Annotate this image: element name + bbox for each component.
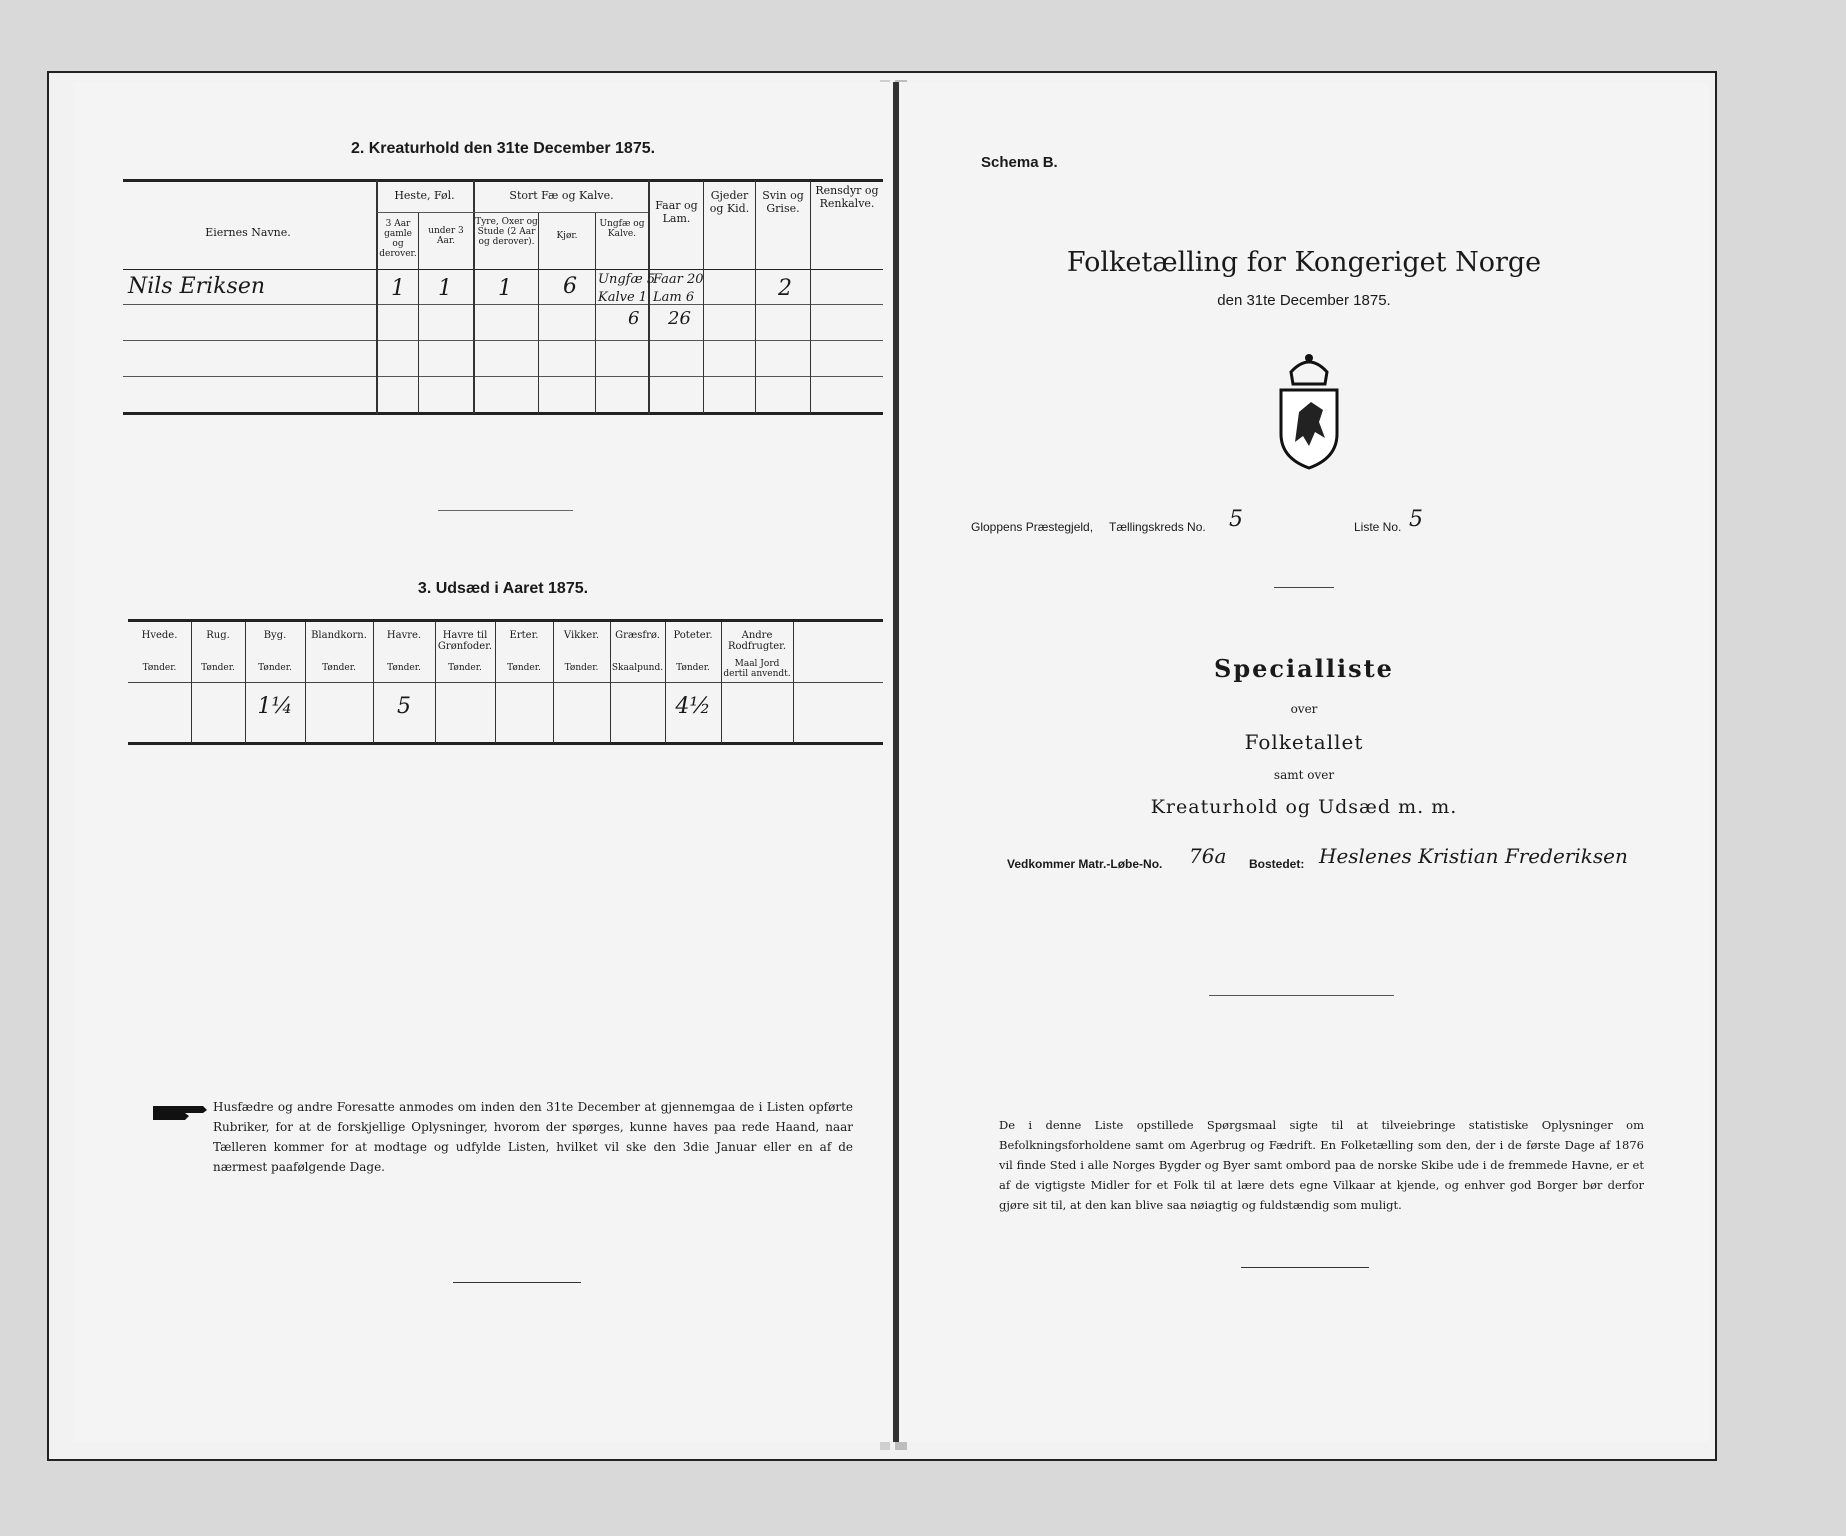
seed-table-header-rule <box>128 682 883 683</box>
col-divider <box>473 180 475 414</box>
seed-header-unit: Tønder. <box>201 663 235 673</box>
col-divider <box>376 180 378 414</box>
notice-text: Husfædre og andre Foresatte anmodes om inden den 31te December at gjennemgaa de i Listen opførte Rubriker, for at de forskjellige Oplysninger, hvorom der spørges, kunne haves paa rede Haand, naar Tælleren kommer for at modtage og udfylde Listen, hvilket vil ske den 3die Januar eller en af de nærmest paafølgende Dage. <box>213 1100 853 1174</box>
header-horses: Heste, Føl. <box>394 189 455 202</box>
cattle-c-total: 6 <box>628 308 640 329</box>
left-page <box>73 82 896 1442</box>
seed-header-name: Græsfrø. <box>615 630 660 641</box>
cattle-b-value: 6 <box>563 274 577 299</box>
seed-header-name: Havre. <box>386 630 422 641</box>
seed-header-name: Erter. <box>509 630 539 641</box>
pointing-hand-icon <box>151 1100 209 1126</box>
table-row-rule <box>123 304 883 305</box>
right-page <box>896 82 1709 1442</box>
seed-header-name: Poteter. <box>673 630 713 641</box>
schema-label: Schema B. <box>981 154 1058 171</box>
col-divider <box>595 212 596 414</box>
seed-header-name: Havre til Grønfoder. <box>437 630 493 652</box>
footnote-text: De i denne Liste opstillede Spørgsmaal sigte til at tilveiebringe statistiske Oplysninger om Befolkningsforholdene samt om Agerbrug og Fædrift. En Folketælling som den, der i de første Dage af 1876 vil finde Sted i alle Norges Bygder og Byer samt ombord paa de norske Skibe ude i de fremmede Havne, er et af de vigtigste Midler for et Folk til at lære dets egne Vilkaar at kjende, og enhver god Borger bør derfor gjøre sit til, at den kan blive saa nøiagtig og fuldstændig som muligt. <box>999 1118 1644 1212</box>
cattle-c-line1: Ungfæ 5 <box>598 272 656 287</box>
header-sheep: Faar og Lam. <box>655 199 698 225</box>
header-horses-a: 3 Aar gamle og derover. <box>379 219 417 259</box>
seed-header-unit: Tønder. <box>258 663 292 673</box>
col-divider <box>538 212 539 414</box>
horses-b-value: 1 <box>438 276 452 301</box>
seed-header-name: Byg. <box>263 630 287 641</box>
parish-label: Gloppens Præstegjeld, <box>971 520 1094 534</box>
samt-over-text: samt over <box>1273 768 1335 782</box>
sheep-line1: Faar 20 <box>653 272 704 287</box>
header-reindeer: Rensdyr og Renkalve. <box>815 184 879 210</box>
matr-label: Vedkommer Matr.-Løbe-No. <box>1007 857 1163 871</box>
header-cattle-b: Kjør. <box>556 231 578 241</box>
seed-section-title: 3. Udsæd i Aaret 1875. <box>417 580 589 597</box>
header-pigs: Svin og Grise. <box>762 189 804 215</box>
seed-header-unit: Maal Jord dertil anvendt. <box>723 659 791 679</box>
bosted-label: Bostedet: <box>1249 857 1305 871</box>
header-goats: Gjeder og Kid. <box>709 189 750 215</box>
district-value: 5 <box>1229 507 1243 532</box>
seed-value: 4½ <box>675 694 711 719</box>
list-value: 5 <box>1409 507 1423 532</box>
seed-header-name: Rug. <box>206 630 230 641</box>
matr-value: 76a <box>1189 844 1227 868</box>
seed-table-top <box>128 619 883 622</box>
divider-rule <box>438 510 573 511</box>
census-date: den 31te December 1875. <box>1217 292 1391 309</box>
seed-header-name: Hvede. <box>141 630 178 641</box>
seed-col-divider <box>793 622 794 743</box>
divider-rule <box>1274 587 1334 588</box>
kreaturhold-heading: Kreaturhold og Udsæd m. m. <box>1150 796 1458 818</box>
table-row-rule <box>123 376 883 377</box>
horses-a-value: 1 <box>391 276 405 301</box>
specialliste-heading: Specialliste <box>1214 654 1394 683</box>
over-text: over <box>1290 702 1318 716</box>
divider-rule <box>453 1282 581 1283</box>
cattle-c-line2: Kalve 1 <box>598 290 648 305</box>
district-label: Tællingskreds No. <box>1109 520 1206 534</box>
seed-header-unit: Tønder. <box>564 663 599 673</box>
seed-header-unit: Tønder. <box>507 663 541 673</box>
seed-header-unit: Tønder. <box>448 663 482 673</box>
seed-value: 5 <box>397 694 411 719</box>
sheep-total: 26 <box>668 308 691 329</box>
seed-header-name: Blandkorn. <box>311 630 367 641</box>
folketallet-heading: Folketallet <box>1244 730 1364 754</box>
header-cattle: Stort Fæ og Kalve. <box>509 189 614 202</box>
seed-header-unit: Tønder. <box>142 663 177 673</box>
seed-header-unit: Tønder. <box>676 663 710 673</box>
seed-value: 1¼ <box>257 694 293 719</box>
norway-coat-of-arms-icon <box>1269 352 1349 472</box>
col-divider <box>810 180 811 414</box>
seed-table-bottom <box>128 742 883 745</box>
divider-rule <box>1241 1267 1369 1268</box>
table-header-rule <box>123 269 883 270</box>
census-title: Folketælling for Kongeriget Norge <box>1066 247 1542 278</box>
seed-header-name: Andre Rodfrugter. <box>727 630 787 652</box>
header-cattle-a: Tyre, Oxer og Stude (2 Aar og derover). <box>475 217 538 247</box>
bosted-value: Heslenes Kristian Frederiksen <box>1319 844 1628 868</box>
seed-header-unit: Tønder. <box>322 663 356 673</box>
seed-header-unit: Tønder. <box>387 663 421 673</box>
divider-rule <box>1209 995 1394 996</box>
cattle-a-value: 1 <box>498 276 512 301</box>
seed-header-unit: Skaalpund. <box>611 663 664 673</box>
list-label: Liste No. <box>1354 520 1402 534</box>
table-top-rule <box>123 179 883 182</box>
header-cattle-c: Ungfæ og Kalve. <box>599 219 645 239</box>
seed-header-name: Vikker. <box>563 630 600 641</box>
livestock-section-title: 2. Kreaturhold den 31te December 1875. <box>350 140 656 157</box>
table-row-rule <box>123 340 883 341</box>
sheep-line2: Lam 6 <box>653 290 695 305</box>
header-owner: Eiernes Navne. <box>205 226 291 239</box>
owner-name: Nils Eriksen <box>128 274 266 299</box>
group-header-rule <box>377 212 648 213</box>
table-bottom-rule <box>123 412 883 415</box>
pigs-value: 2 <box>778 276 792 301</box>
header-horses-b: under 3 Aar. <box>428 226 464 246</box>
